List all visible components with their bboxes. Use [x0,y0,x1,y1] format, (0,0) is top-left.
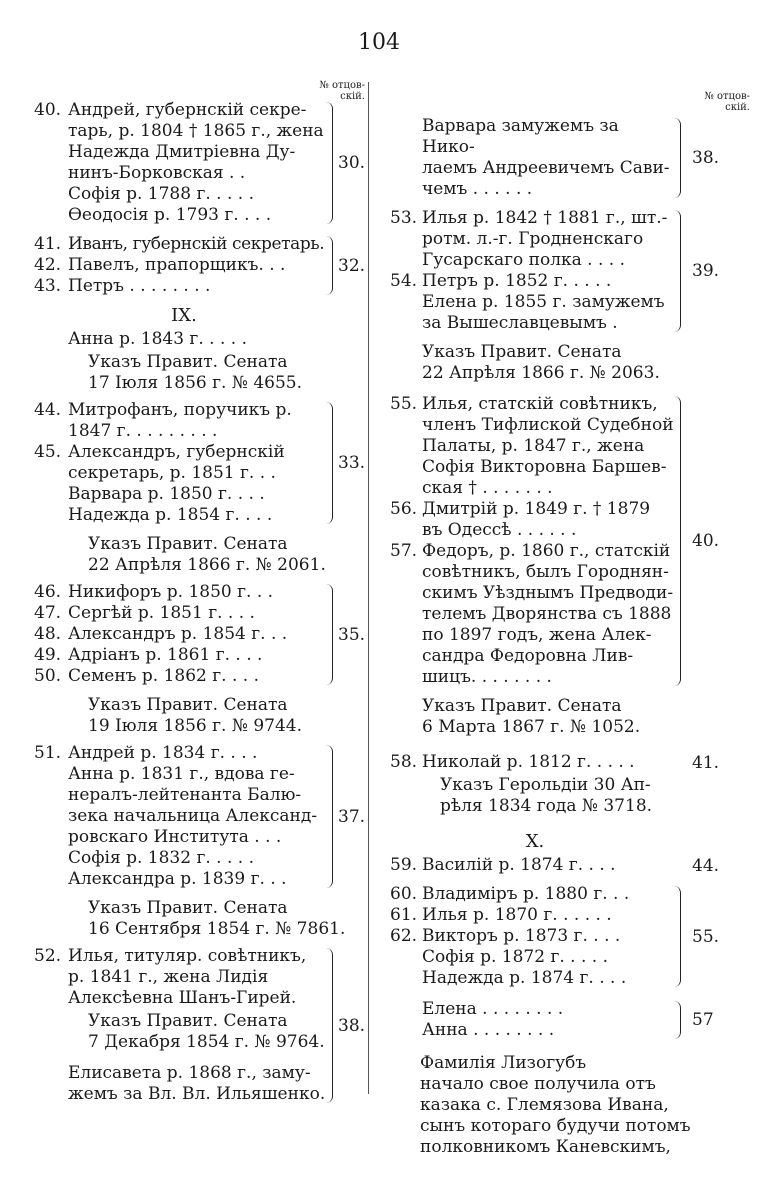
entry-number: 40. [34,100,62,120]
entry-text: Василій р. 1874 г. . . . [422,855,616,875]
entry-number: 45. [34,442,62,462]
entry-43 [34,276,370,297]
decree-text: Указъ Правит. Сената 16 Сентября 1854 г. № 7861. [88,898,346,939]
entry-number: 61. [390,905,418,925]
entry-text: Дмитрій р. 1849 г. † 1879 въ Одессѣ . . . . . . [422,499,651,540]
entry-61 [390,905,746,926]
entry-text: Петръ . . . . . . . . [68,276,211,296]
group-57 [390,999,746,1041]
entry-47 [34,603,370,624]
group-number: 39. [692,261,720,281]
entry-text: Иванъ, губернскій секретарь. [68,234,325,254]
page-number: 104 [358,30,400,55]
entry-number: 57. [390,541,418,561]
entry-46 [34,582,370,603]
entry-text: Андрей, губернскій секре- тарь, р. 1804 † 1865 г., жена Надежда Дмитріевна Ду- нинъ-Борковская . . Софія р. 1788 г. . . . . Ѳеодосія р. 1793 г. . . . [68,100,324,225]
entry-anna: Анна . . . . . . . . [422,1020,555,1040]
entry-text: Сергѣй р. 1851 г. . . . [68,603,255,623]
entry-text: Павелъ, прапорщикъ. . . [68,255,286,275]
entry-text: Илья, статскій совѣтникъ, членъ Тифлиской Судебной Палаты, р. 1847 г., жена Софія Викторовна Баршев- ская † . . . . . . . [422,394,674,498]
entry-number: 43. [34,276,62,296]
brace [674,210,681,332]
brace [326,745,333,888]
brace [674,886,681,987]
entry-number: 48. [34,624,62,644]
decree-text: Указъ Правит. Сената 22 Апрѣля 1866 г. № 2063. [422,342,660,383]
section-heading-x: X. [525,831,545,852]
entry-number: 55. [390,394,418,414]
entry-text: Илья р. 1870 г. . . . . . [422,905,612,925]
group-number: 40. [692,531,720,551]
group-number: 38. [338,1015,366,1036]
entry-number: 46. [34,582,62,602]
decree-text: Указъ Правит. Сената 19 Іюля 1856 г. № 9744. [88,695,303,736]
entry-45 [34,442,370,526]
brace [326,402,333,524]
decree-text: Указъ Правит. Сената 22 Апрѣля 1866 г. № 2061. [88,534,326,575]
right-column [390,116,746,1158]
brace [674,118,681,198]
entry-number: 51. [34,743,62,763]
entry-52 [34,946,370,1009]
entry-anna: Анна р. 1843 г. . . . . [68,329,247,349]
group-number: 32. [338,255,366,276]
entry-number: 42. [34,255,62,275]
entry-40 [34,100,370,226]
entry-number: 58. [390,752,418,772]
entry-number: 59. [390,855,418,875]
entry-text: Федоръ, р. 1860 г., статскій совѣтникъ, былъ Городнян- скимъ Уѣзднымъ Предводи- телемъ Дворянства съ 1888 по 1897 годъ, жена Алек- сандра Федоровна Лив- шицъ. . . . . . . . [422,541,674,687]
brace [326,102,333,224]
left-column [34,100,370,1113]
group-33 [34,400,370,526]
entry-text: Викторъ р. 1873 г. . . . Софія р. 1872 г. . . . . Надежда р. 1874 г. . . . [422,926,627,988]
brace [326,948,333,1103]
group-39 [390,208,746,334]
decree-text: Указъ Правит. Сената 17 Іюля 1856 г. № 4655. [88,352,303,393]
entry-41 [34,234,370,255]
group-40 [390,394,746,688]
entry-44 [34,400,370,442]
group-number: 35. [338,624,366,645]
group-number: 41. [692,752,720,773]
decree-text: Указъ Герольдіи 30 Ап- рѣля 1834 года № 3718. [440,775,653,816]
group-number: 37. [338,806,366,827]
brace [326,584,333,685]
entry-elena: Елена . . . . . . . . [422,999,564,1019]
entry-varvara: Варвара замужемъ за Нико- лаемъ Андреевичемъ Сави- чемъ . . . . . . [422,116,670,199]
brace [326,236,333,295]
entry-text: Никифоръ р. 1850 г. . . [68,582,274,602]
entry-number: 47. [34,603,62,623]
group-38 [34,946,370,1105]
entry-49 [34,645,370,666]
family-note: Фамилія Лизогубъ начало свое получила отъ казака с. Глемязова Ивана, сынъ котораго будучи потомъ полковникомъ Каневскимъ, [420,1053,691,1157]
entry-55 [390,394,746,499]
entry-text: Владиміръ р. 1880 г. . . [422,884,630,904]
entry-text: Николай р. 1812 г. . . . . [422,752,635,772]
entry-59 [390,855,746,876]
entry-number: 52. [34,946,62,966]
group-30 [34,100,370,226]
group-number: 38. [692,148,720,168]
group-number: 33. [338,453,366,473]
group-number: 57 [692,1010,714,1030]
entry-number: 49. [34,645,62,665]
entry-57 [390,541,746,688]
entry-number: 53. [390,208,418,228]
entry-number: 56. [390,499,418,519]
entry-text: Андрей р. 1834 г. . . . Анна р. 1831 г., вдова ге- нералъ-лейтенанта Балю- зека начальница Александ- ровскаго Института . . . Софія р. 1832 г. . . . . Александра р. 1839 г. . . [68,743,318,889]
entry-number: 60. [390,884,418,904]
entry-58 [390,752,746,773]
entry-48 [34,624,370,645]
column-header-right: № отцов- скій. [704,91,750,113]
entry-number: 44. [34,400,62,420]
group-number: 55. [692,926,720,947]
entry-text: Илья р. 1842 † 1881 г., шт.- ротм. л.-г. Гродненскаго Гусарскаго полка . . . . [422,208,668,270]
entry-elisaveta: Елисавета р. 1868 г., заму- жемъ за Вл. Вл. Ильяшенко. [68,1063,326,1104]
entry-number: 41. [34,234,62,254]
section-heading-ix: IX. [171,305,197,326]
entry-text: Илья, титуляр. совѣтникъ, р. 1841 г., жена Лидія Алексѣевна Шанъ-Гирей. [68,946,307,1008]
column-header-left: № отцов- скій. [319,80,365,102]
group-35 [34,582,370,687]
entry-text: Александръ р. 1854 г. . . [68,624,288,644]
entry-42 [34,255,370,276]
entry-text: Митрофанъ, поручикъ р. 1847 г. . . . . . . . . [68,400,292,441]
group-number: 44. [692,855,720,876]
decree-text: Указъ Правит. Сената 6 Марта 1867 г. № 1052. [422,696,641,737]
entry-text: Петръ р. 1852 г. . . . . Елена р. 1855 г. замужемъ за Вышеславцевымъ . [422,271,665,333]
entry-text: Александръ, губернскій секретарь, р. 1851 г. . . Варвара р. 1850 г. . . . Надежда р. 1854 г. . . . [68,442,285,525]
entry-number: 50. [34,666,62,686]
group-55 [390,884,746,989]
brace [674,396,681,686]
group-32 [34,234,370,297]
entry-text: Семенъ р. 1862 г. . . . [68,666,259,686]
group-38-continued [390,116,746,200]
entry-51 [34,743,370,890]
entry-60 [390,884,746,905]
entry-number: 54. [390,271,418,291]
decree-text: Указъ Правит. Сената 7 Декабря 1854 г. № 9764. [88,1011,325,1052]
group-number: 30. [338,153,366,173]
group-37 [34,743,370,890]
entry-50 [34,666,370,687]
brace [674,1001,681,1039]
entry-text: Адріанъ р. 1861 г. . . . [68,645,263,665]
entry-number: 62. [390,926,418,946]
